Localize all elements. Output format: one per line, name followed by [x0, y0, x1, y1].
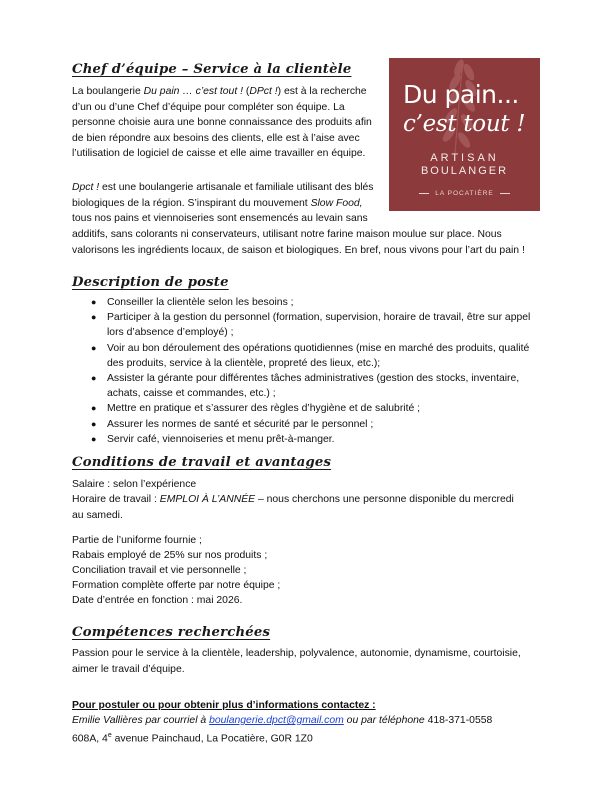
phone-number: 418-371-0558	[427, 715, 493, 726]
logo-line-3: ARTISAN	[430, 152, 499, 164]
logo-line-4: BOULANGER	[420, 165, 509, 177]
bakery-name: Du pain … c’est tout !	[143, 86, 243, 97]
intro-paragraph-1: La boulangerie Du pain … c’est tout ! (DPct !) est à la recherche d’un ou d’une Chef d’équipe pour compléter son équipe. La personne choisie aura une bonne connaissance des produits afin de bien répondre aux besoins des clients, elle est à l’aise avec l’utilisation de logiciel de caisse et elle aime travailler en équipe.	[72, 86, 372, 160]
list-item: ● Assurer les normes de santé et sécurité par le personnel ;	[91, 418, 374, 430]
list-item: ● Participer à la gestion du personnel (formation, supervision, horaire de travail, être sur appel lors d’absence d’employé) ;	[91, 312, 531, 339]
logo-line-2: c’est tout !	[403, 111, 526, 137]
perk-item: Conciliation travail et vie personnelle ;	[72, 565, 247, 576]
intro-paragraph-2-continued: additifs, sans colorants ni conservateurs, utilisant notre farine maison moulue sur place. Nous valorisons les ingrédients locaux, de saison et biologiques. En bref, nous vivons pour l’art du pain !	[72, 229, 525, 256]
address-line: 608A, 4e avenue Painchaud, La Pocatière, G0R 1Z0	[72, 732, 313, 745]
schedule-text: Horaire de travail : EMPLOI À L’ANNÉE – nous cherchons une personne disponible du mercredi au samedi.	[72, 494, 514, 521]
list-item: ● Servir café, viennoiseries et menu prêt-à-manger.	[91, 433, 335, 445]
skills-text: Passion pour le service à la clientèle, leadership, polyvalence, autonomie, dynamisme, courtoisie, aimer le travail d’équipe.	[72, 648, 521, 675]
perk-item: Formation complète offerte par notre équipe ;	[72, 580, 281, 591]
logo-line-1: Du pain...	[403, 80, 519, 109]
conditions-heading: Conditions de travail et avantages	[72, 455, 332, 470]
email-link[interactable]: boulangerie.dpct@gmail.com	[209, 715, 344, 726]
salary-text: Salaire : selon l’expérience	[72, 479, 197, 490]
perk-item: Date d’entrée en fonction : mai 2026.	[72, 595, 243, 606]
skills-heading: Compétences recherchées	[72, 625, 271, 640]
duties-list	[72, 295, 542, 447]
description-heading: Description de poste	[72, 275, 229, 290]
logo-line-5: LA POCATIÈRE	[389, 190, 540, 197]
list-item: ● Assister la gérante pour différentes tâches administratives (gestion des stocks, inventaire, achats, caisse et commandes, etc.) ;	[91, 373, 520, 400]
bakery-logo	[389, 58, 540, 211]
perk-item: Partie de l’uniforme fournie ;	[72, 535, 202, 546]
perk-item: Rabais employé de 25% sur nos produits ;	[72, 550, 268, 561]
intro-paragraph-2: Dpct ! est une boulangerie artisanale et familiale utilisant des blés biologiques de la région. S’inspirant du mouvement Slow Food, tous nos pains et viennoiseries sont ensemencés au levain sans	[72, 182, 374, 225]
page-title: Chef d’équipe – Service à la clientèle	[72, 62, 352, 77]
contact-title: Pour postuler ou pour obtenir plus d’informations contactez :	[72, 700, 376, 711]
list-item: ● Mettre en pratique et s’assurer des règles d’hygiène et de salubrité ;	[91, 403, 421, 415]
list-item: ● Voir au bon déroulement des opérations quotidiennes (mise en marché des produits, qualité des produits, service à la clientèle, propreté des lieux, etc.);	[91, 342, 530, 369]
list-item: ● Conseiller la clientèle selon les besoins ;	[91, 297, 294, 308]
contact-line: Emilie Vallières par courriel à boulangerie.dpct@gmail.com ou par téléphone 418-371-0558	[72, 715, 493, 726]
